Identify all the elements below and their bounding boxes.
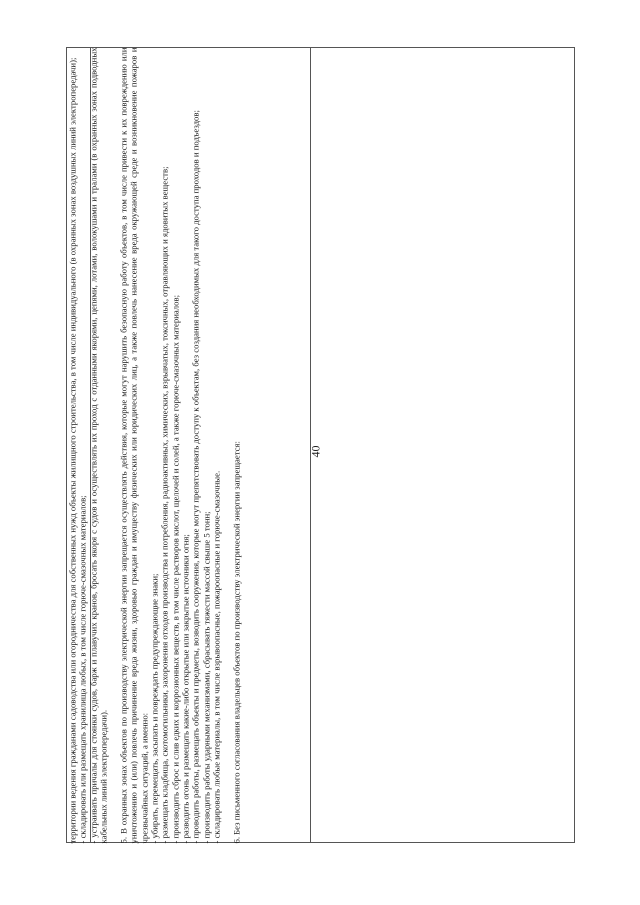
paragraph-gap [109,48,119,844]
paragraph-gap [222,48,232,844]
paragraph: - складировать или размещать хранилища любых, в том числе горюче-смазочных материалов; [77,495,88,844]
paragraph: - производить сброс и слив едких и коррозионных веществ, в том числе растворов кислот, щелочей и солей, а также горюче-смазочных материалов; [170,295,181,844]
rotated-text-cell [68,48,289,844]
page-number [308,432,342,472]
paragraph: - устраивать причалы для стоянки судов, барж и плавучих кранов, бросать якоря с судов и осуществлять их проход с отданными якорями, цепями, лотами, волокушами и тралами (в охранных зонах подводных кабельных линий электропередачи). [88,47,109,844]
paragraph: - разводить огонь и размещать какие-либо открытые или закрытые источники огня; [180,534,191,844]
paragraph: - убирать, перемещать, засыпать и повреждать предупреждающие знаки; [149,573,160,844]
paragraph: - производить работы ударными механизмами, сбрасывать тяжести массой свыше 5 тонн; [201,511,212,844]
page-number-text: 40 [308,445,323,458]
paragraph: 6. Без письменного согласования владельцев объектов по производству электрической энергии запрещается: [231,441,242,844]
paragraph: - складировать любые материалы, в том числе взрывоопасные, пожароопасные и горюче-смазочные. [211,470,222,844]
paragraph: 5. В охранных зонах объектов по производству электрической энергии запрещается осуществлять действия, которые могут нарушить безопасную работу объектов, в том числе привести к их повреждению или уничтожению и (или) повлечь причинение вреда жизни, здоровью граждан и имуществу физических или юридических лиц, а также повлечь нанесение вреда окружающей среде и возникновение пожаров и чрезвычайных ситуаций, а именно: [118,47,150,844]
paragraph: территории ведения гражданами садоводства или огородничества для собственных нужд объекты жилищного строительства, в том числе индивидуального (в охранных зонах воздушных линий электропередачи); [67,57,78,844]
paragraph: - проводить работы, размещать объекты и предметы, возводить сооружения, которые могут препятствовать доступу к объектам, без создания необходимых для такого доступа проходов и подъездов; [190,110,201,844]
paragraph: - размещать кладбища, скотомогильники, захоронения отходов производства и потребления, радиоактивных, химических, взрывчатых, токсичных, отравляющих и ядовитых веществ; [159,166,170,844]
